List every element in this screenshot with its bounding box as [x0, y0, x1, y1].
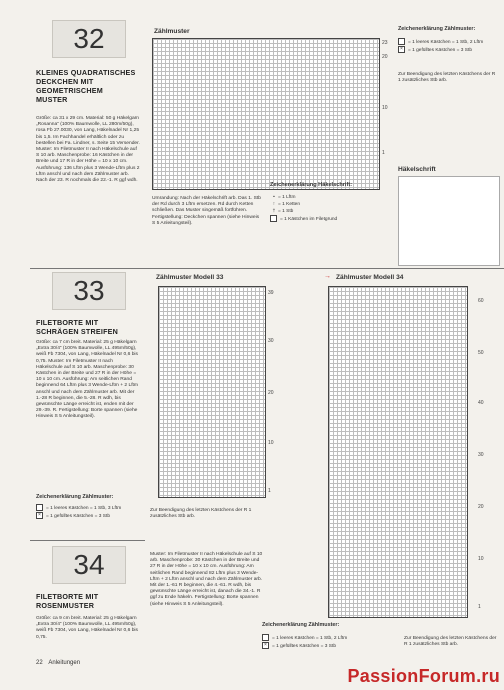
tick-33-20: 20: [268, 390, 274, 396]
chart-33: [158, 286, 266, 498]
instructions-32: Größe: ca 31 x 29 cm. Material: 50 g Häkelgarn „Rosanna“ (100% Baumwolle, LL 280m/50g), rosa Fb 27.0030, von Lang, Häkelnadel Nr 1,25 bis 1,5. Im Fachhandel erhältlich oder zu bestellen bei Fa. Lindner, s. Seite 15 Versender. Muster: Im Filetmuster II nach Häkelschule auf S 10 arb. Maschenprobe: 16 Kästchen in der Breite und 17 R in der Höhe = 10 x 10 cm. Ausführung: 136 Lftm plus 3 Wende-Lftm plus 2 Lftm anschl und nach dem Zählmuster arb. Nach der 23. R nochmals die 22.-1. R ggf wdh.: [36, 116, 140, 184]
divider-2: [30, 540, 145, 541]
legend-title-34: Zeichenerklärung Zählmuster:: [262, 622, 340, 628]
empty-box-icon: [36, 504, 43, 511]
right-legend-32: = 1 leeres Kästchen = 1 Stb, 2 Lftm × = 1 gefülltes Kästchen = 3 Stb: [398, 38, 502, 54]
crochet-chart-title-32: Häkelschrift: [398, 166, 436, 173]
tick-34-40: 40: [478, 400, 484, 406]
chain-icon: •: [273, 195, 275, 200]
tick-34-1: 1: [478, 604, 481, 610]
instructions-34: Größe: ca 9 cm breit. Material: 25 g Häkelgarn „Extra 30/4“ (100% Baumwolle, LL 495m/50g), weiß Fb 7304, von Lang, Häkelnadel Nr 0,6 bis 0,75.: [36, 616, 138, 640]
page-number: 22: [36, 660, 43, 666]
note-33: Zur Beendigung des letzten Kästchens der R 1 zusätzliches Stb arb.: [150, 508, 252, 520]
legend-title-33: Zeichenerklärung Zählmuster:: [36, 494, 114, 500]
right-legend-title-32: Zeichenerklärung Zählmuster:: [398, 26, 476, 32]
tick-32-10: 10: [382, 105, 388, 111]
border-instructions-32: Umrandung: Nach der Häkelschrift arb. Das 1. Stb der Rd durch 3 Lftm ersetzen. Rd durch Ketten schließen. Das Muster singemäß fortführen. Fertigstellung: Deckchen spannen (siehe Hinweis S 5 Anleitungsteil).: [152, 196, 262, 226]
empty-box-icon: [398, 38, 405, 45]
legend-33: = 1 leeres Kästchen = 1 Stb, 3 Lftm × = 1 gefülltes Kästchen = 3 Stb: [36, 504, 146, 520]
filled-box-icon: ×: [36, 512, 43, 519]
instructions-33: Größe: ca 7 cm breit. Material: 25 g Häkelgarn „Extra 30/4“ (100% Baumwolle, LL 495m/50g), weiß Fb 7304, von Lang, Häkelnadel Nr 0,6 bis 0,75. Muster: Im Filetmuster II nach Häkelschule auf S 10 arb. Maschenprobe: 30 Kästchen in der Breite und 27 R in der Höhe = 10 x 10 cm. Ausführung: Am seitlichen Rand beginnend 64 Lftm plus 3 Wende-Lftm + 2 Lftm anschl und nach dem Zählmuster arb. Mit der 1.-28 R beginnen, die 5.-28. R wdh, bis gewünschte Länge erreicht ist, enden mit der 29.-39. R. Fertigstellung: Borte spannen (siehe Hinweis S 5 Anleitungsteil).: [36, 340, 138, 420]
watermark: PassionForum.ru: [347, 666, 500, 686]
instructions-34-continued: Muster: Im Filetmuster II nach Häkelschule auf S 10 arb. Maschenprobe: 30 Kästchen in der Breite und 27 R in der Höhe = 10 x 10 cm. Ausführung: Am seitlichen Rand beginnend 82 Lftm plus 3 Wende-Lftm + 2 Lftm anschl und nach dem Zählmuster arb. Mit der 1.-61 R beginnen, die 4.-61. R wdh, bis gewünschte Länge erreicht ist, danach die 34.-1. R ggf zu Ende häkeln. Fertigstellung: Borte spannen (siehe Hinweis S 5 Anleitungsteil).: [150, 552, 263, 607]
filled-box-icon: ×: [262, 642, 269, 649]
right-note-32: Zur Beendigung des letzten Kästchens der R 1 zusätzliches Stb arb.: [398, 72, 496, 84]
crochet-chart-32: [398, 176, 500, 266]
footer-label: Anleitungen: [48, 660, 81, 666]
chart-34: [328, 286, 468, 618]
title-34: FILETBORTE MIT ROSENMUSTER: [36, 592, 99, 610]
tick-33-1: 1: [268, 488, 271, 494]
chart-title-32: Zählmuster: [154, 28, 190, 35]
note-34: Zur Beendigung des letzten Kästchens der R 1 zusätzliches Stb arb.: [404, 636, 497, 648]
tick-32-1: 1: [382, 150, 385, 156]
chart-title-33: Zählmuster Modell 33: [156, 274, 224, 281]
tick-32-23: 23: [382, 40, 388, 46]
tick-33-39: 39: [268, 290, 274, 296]
filled-box-icon: ×: [398, 46, 405, 53]
tick-33-30: 30: [268, 338, 274, 344]
legend-34: = 1 leeres Kästchen = 1 Stb, 2 Lftm × = 1 gefülltes Kästchen = 3 Stb: [262, 634, 402, 650]
tick-34-10: 10: [478, 556, 484, 562]
legend-item-slip: ↑ = 1 Ketten: [270, 201, 380, 208]
slip-stitch-icon: ↑: [272, 202, 276, 207]
legend-item-box: = 1 Kästchen im Filetgrund: [270, 215, 380, 223]
chart-32: [152, 38, 380, 190]
empty-box-icon: [270, 215, 277, 222]
divider-1: [30, 268, 504, 269]
tick-34-30: 30: [478, 452, 484, 458]
pattern-number-32: 32: [52, 20, 126, 58]
pattern-number-33: 33: [52, 272, 126, 310]
page-footer: [36, 660, 80, 666]
arrow-icon: →: [324, 273, 331, 280]
tick-34-60: 60: [478, 298, 484, 304]
legend-32: [270, 194, 380, 223]
tick-33-10: 10: [268, 440, 274, 446]
legend-item-dc: † = 1 Stb: [270, 208, 380, 215]
legend-item-chain: • = 1 Lftm: [270, 194, 380, 201]
title-33: FILETBORTE MIT SCHRÄGEN STREIFEN: [36, 318, 119, 336]
tick-32-20: 20: [382, 54, 388, 60]
empty-box-icon: [262, 634, 269, 641]
tick-34-50: 50: [478, 350, 484, 356]
legend-title-32: Zeichenerklärung Häkelschrift:: [270, 182, 353, 188]
title-32: KLEINES QUADRATISCHES DECKCHEN MIT GEOMETRISCHEM MUSTER: [36, 68, 136, 104]
tick-34-20: 20: [478, 504, 484, 510]
chart-title-34: Zählmuster Modell 34: [336, 274, 404, 281]
treble-icon: †: [272, 209, 276, 214]
pattern-number-34: 34: [52, 546, 126, 584]
